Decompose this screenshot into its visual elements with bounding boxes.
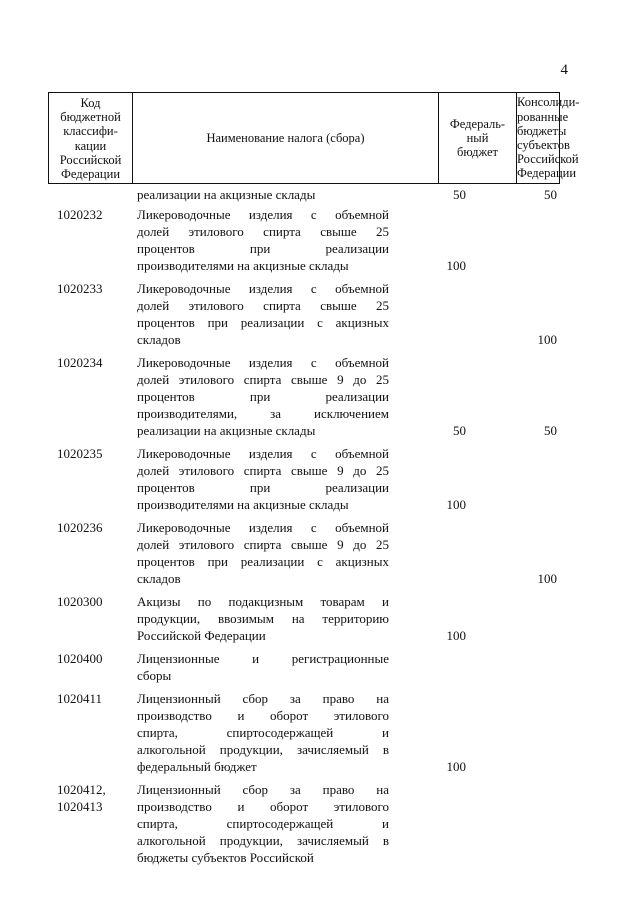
federal-budget-share: 50 xyxy=(453,187,466,202)
tax-name-line: долей этилового спирта свыше 25 xyxy=(137,224,389,239)
federal-budget-share: 100 xyxy=(446,759,466,774)
tax-name xyxy=(137,519,389,587)
header-text-line: классифи- xyxy=(63,124,118,139)
federal-budget-share: 100 xyxy=(446,258,466,273)
budget-code: 1020400 xyxy=(57,651,103,666)
tax-name-line: спирта, спиртосодержащей и xyxy=(137,725,389,740)
budget-code: 1020233 xyxy=(57,281,103,296)
header-code-column xyxy=(49,93,133,183)
tax-name-line: процентов при реализации xyxy=(137,241,389,256)
tax-name-line: Ликероводочные изделия с объемной xyxy=(137,207,389,222)
tax-name xyxy=(137,650,389,684)
tax-name-line: Ликероводочные изделия с объемной xyxy=(137,355,389,370)
table-row xyxy=(0,650,640,684)
tax-name-line: Российской Федерации xyxy=(137,628,266,643)
tax-name-line: продукции, ввозимым на территорию xyxy=(137,611,389,626)
tax-name-line: производителями на акцизные склады xyxy=(137,258,349,273)
budget-code: 1020234 xyxy=(57,355,103,370)
tax-name xyxy=(137,593,389,644)
header-name-column xyxy=(133,93,439,183)
header-text-line: рованные xyxy=(517,109,569,124)
tax-name xyxy=(137,781,389,866)
table-row xyxy=(0,593,640,644)
tax-name-line: реализации на акцизные склады xyxy=(137,423,316,438)
tax-name-line: Ликероводочные изделия с объемной xyxy=(137,446,389,461)
tax-name-line: производителями, за исключением xyxy=(137,406,389,421)
consolidated-budget-share: 100 xyxy=(537,332,557,347)
table-row xyxy=(0,519,640,587)
tax-name-line: долей этилового спирта свыше 9 до 25 xyxy=(137,463,389,478)
tax-name-line: Акцизы по подакцизным товарам и xyxy=(137,594,389,609)
tax-name-line: долей этилового спирта свыше 9 до 25 xyxy=(137,537,389,552)
tax-name-line: Лицензионный сбор за право на xyxy=(137,782,389,797)
header-text-line: субъектов xyxy=(517,138,570,152)
budget-code: 1020411 xyxy=(57,691,103,706)
table-row xyxy=(0,781,640,866)
tax-name-line: Лицензионные и регистрационные xyxy=(137,651,389,666)
tax-name xyxy=(137,206,389,274)
budget-code: 1020412, 1020413 xyxy=(57,782,106,814)
tax-name-line: Лицензионный сбор за право на xyxy=(137,691,389,706)
header-text-line: Код xyxy=(80,95,101,110)
header-text-line: бюджетной xyxy=(60,110,121,125)
table-header xyxy=(48,92,580,184)
federal-budget-share: 100 xyxy=(446,628,466,643)
tax-name-line: складов xyxy=(137,332,181,347)
header-text-line: Российской xyxy=(517,152,579,167)
header-text-line: Консолиди- xyxy=(517,95,580,110)
consolidated-budget-share: 100 xyxy=(537,571,557,586)
table-row xyxy=(0,280,640,348)
tax-name-line: Ликероводочные изделия с объемной xyxy=(137,520,389,535)
tax-name-line: процентов при реализации с акцизных xyxy=(137,315,389,330)
tax-name-line: алкогольной продукции, зачисляемый в xyxy=(137,742,389,757)
table-row xyxy=(0,186,640,203)
header-text-line: бюджеты xyxy=(517,123,567,138)
tax-name-line: производство и оборот этилового xyxy=(137,708,389,723)
federal-budget-share: 50 xyxy=(453,423,466,438)
table-body xyxy=(0,186,640,866)
budget-code: 1020300 xyxy=(57,594,103,609)
tax-name-line: долей этилового спирта свыше 9 до 25 xyxy=(137,372,389,387)
page-number: 4 xyxy=(560,62,568,78)
tax-name xyxy=(137,445,389,513)
header-consolidated-column xyxy=(517,93,580,183)
header-text-line: Наименование налога (сбора) xyxy=(206,130,365,145)
table-row xyxy=(0,354,640,439)
header-text-line: кации xyxy=(74,138,107,153)
consolidated-budget-share: 50 xyxy=(544,423,557,438)
table-row xyxy=(0,690,640,775)
table-row xyxy=(0,206,640,274)
header-text-line: Российской xyxy=(59,152,122,167)
consolidated-budget-share: 50 xyxy=(544,187,557,202)
header-text-line: Федерации xyxy=(60,166,121,181)
tax-name xyxy=(137,690,389,775)
header-text-line: Федерации xyxy=(517,166,577,181)
federal-budget-share: 100 xyxy=(446,497,466,512)
header-federal-column xyxy=(439,93,517,183)
tax-name-line: процентов при реализации xyxy=(137,389,389,404)
tax-name-line: алкогольной продукции, зачисляемый в xyxy=(137,833,389,848)
header-text-line: бюджет xyxy=(457,145,498,160)
tax-name-line: федеральный бюджет xyxy=(137,759,257,774)
budget-code: 1020235 xyxy=(57,446,103,461)
header-text-line: ный xyxy=(466,130,489,145)
tax-name-line: сборы xyxy=(137,668,172,683)
tax-name-line: долей этилового спирта свыше 25 xyxy=(137,298,389,313)
budget-code: 1020236 xyxy=(57,520,103,535)
tax-name-line: производство и оборот этилового xyxy=(137,799,389,814)
tax-name-line: процентов при реализации с акцизных xyxy=(137,554,389,569)
tax-name-line: реализации на акцизные склады xyxy=(137,187,316,202)
tax-name xyxy=(137,280,389,348)
tax-name-line: производителями на акцизные склады xyxy=(137,497,349,512)
tax-name-line: бюджеты субъектов Российской xyxy=(137,850,314,865)
tax-name xyxy=(137,354,389,439)
table-row xyxy=(0,445,640,513)
tax-name-line: спирта, спиртосодержащей и xyxy=(137,816,389,831)
tax-name-line: складов xyxy=(137,571,181,586)
tax-name xyxy=(137,186,389,203)
tax-name-line: Ликероводочные изделия с объемной xyxy=(137,281,389,296)
header-text-line: Федераль- xyxy=(449,116,506,131)
tax-name-line: процентов при реализации xyxy=(137,480,389,495)
budget-code: 1020232 xyxy=(57,207,103,222)
